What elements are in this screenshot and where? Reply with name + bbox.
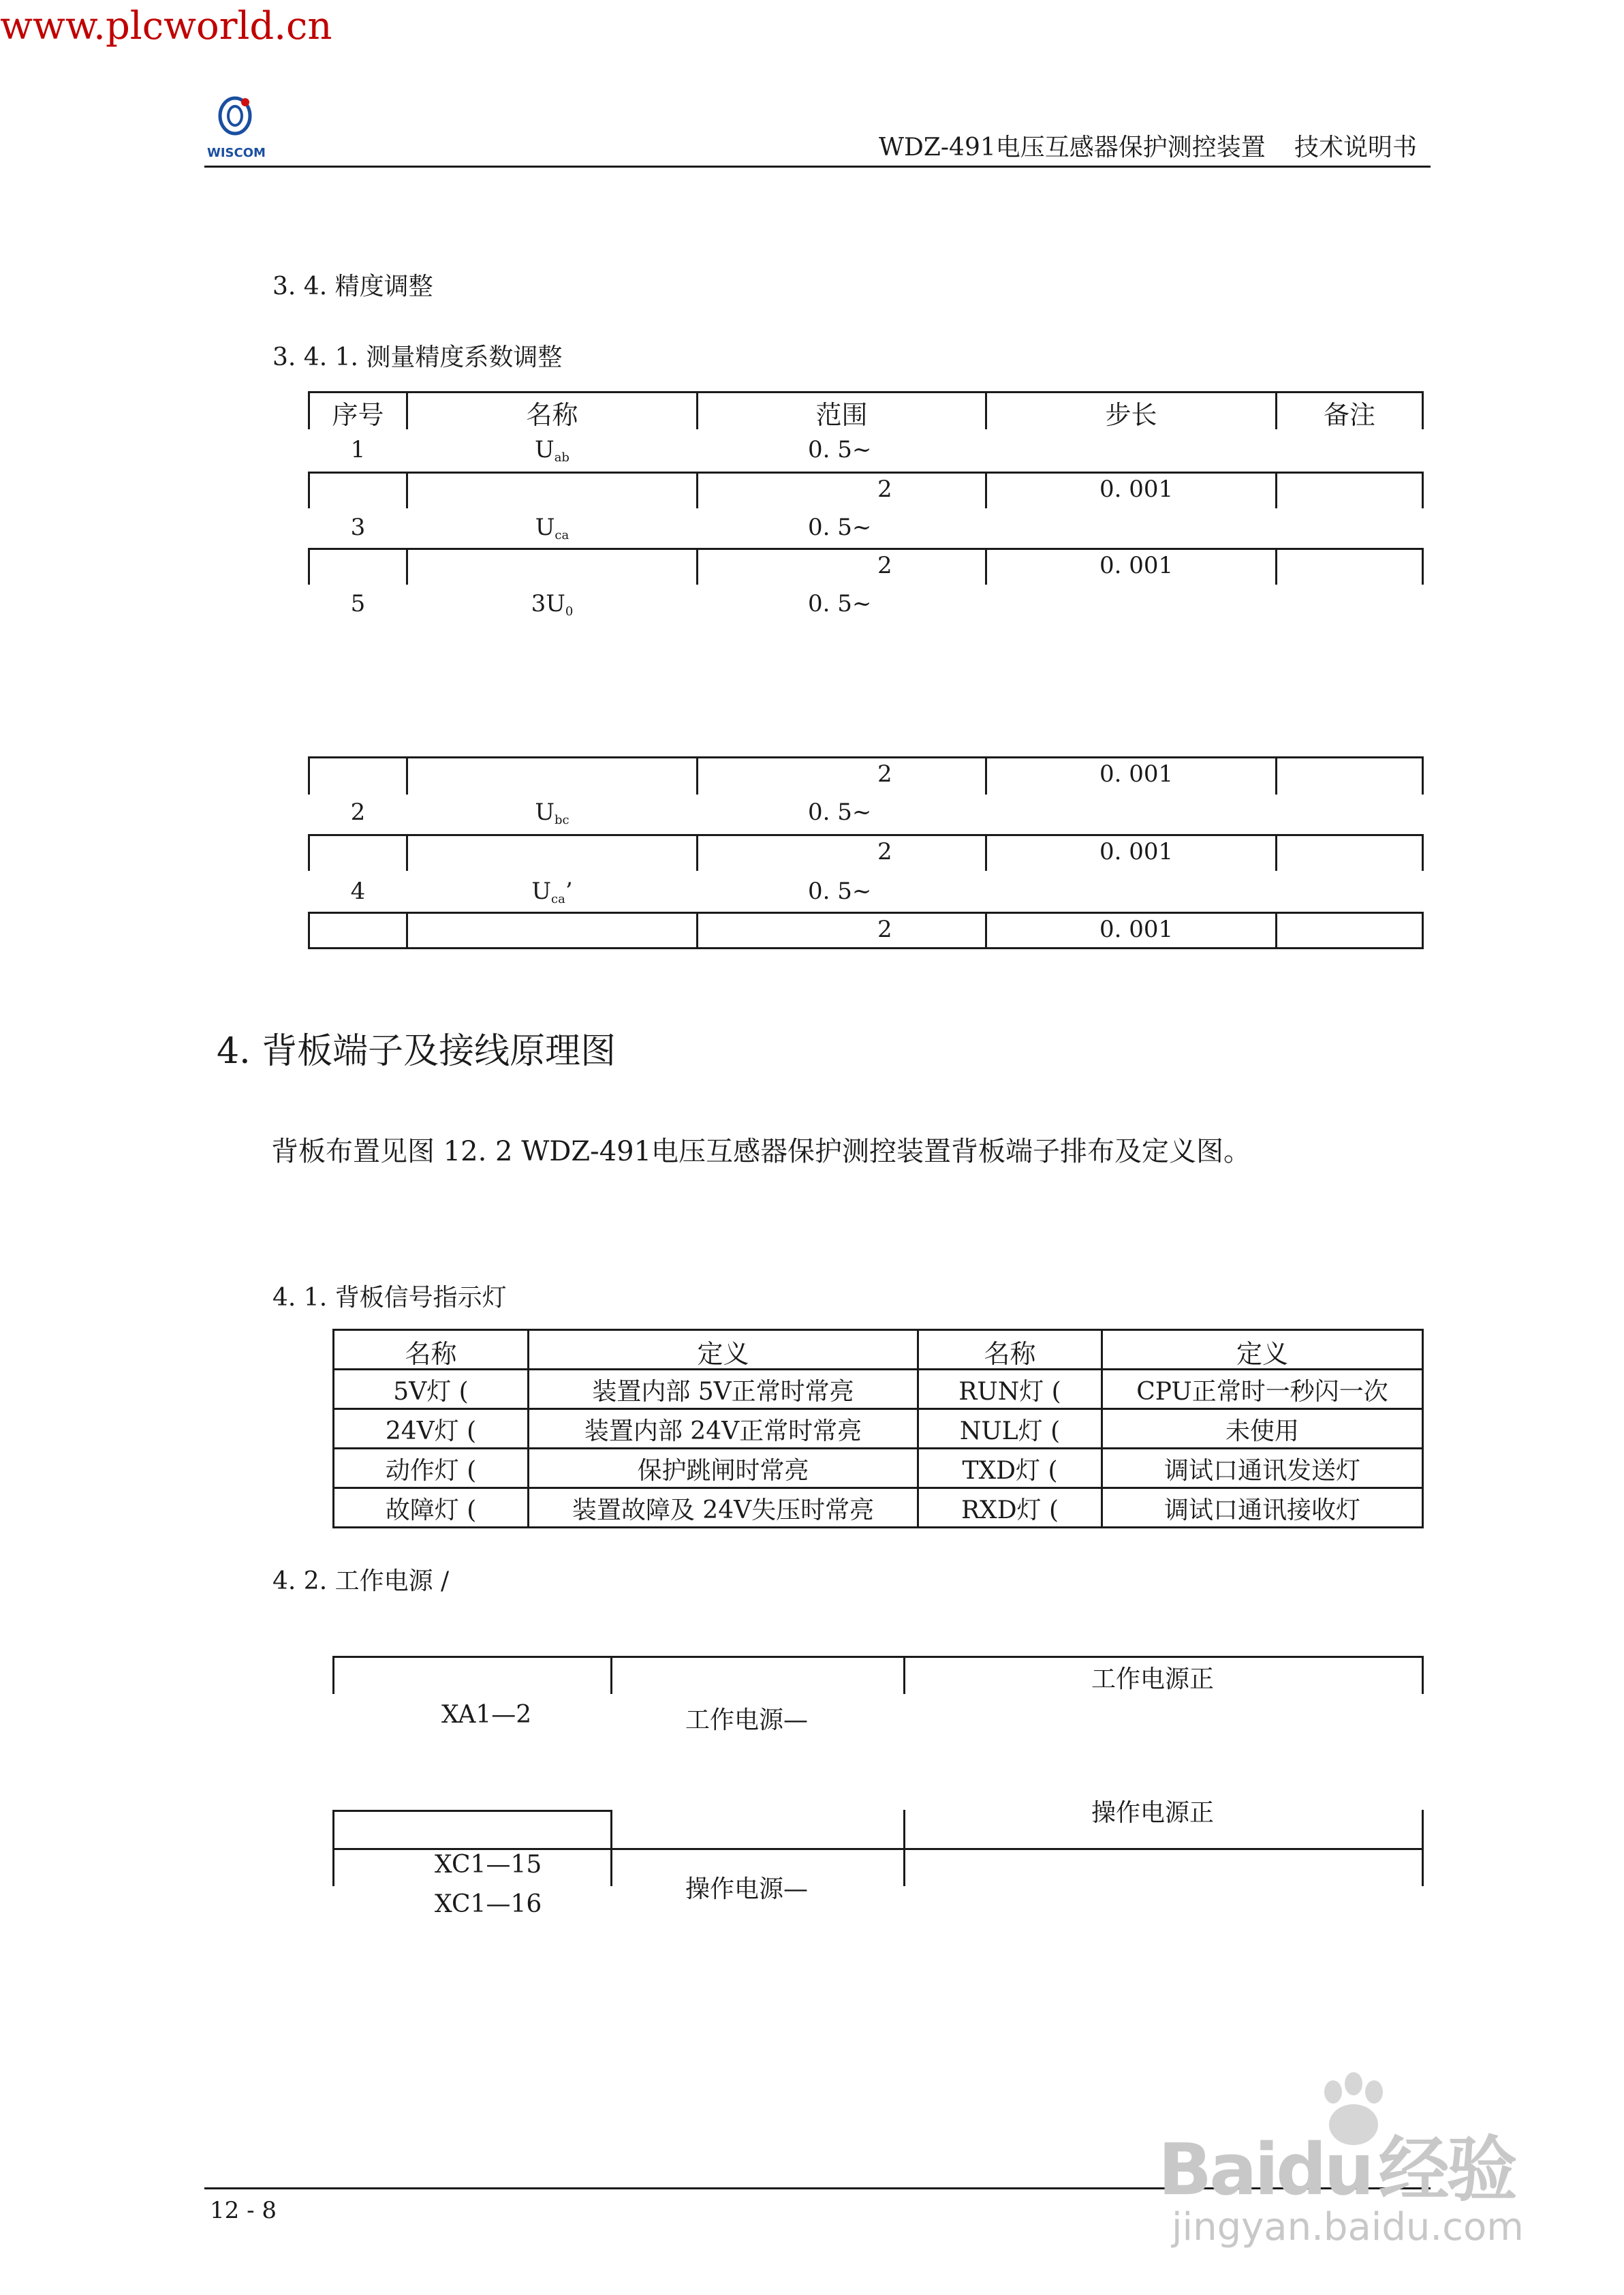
coef-row-name bbox=[408, 514, 696, 542]
coef-row-no: 3 bbox=[350, 514, 366, 541]
coef-range-b: 2 bbox=[877, 838, 892, 865]
lights-cell: 装置故障及 24V失压时常亮 bbox=[572, 1496, 875, 1524]
coef-step: 0. 001 bbox=[1099, 760, 1174, 788]
coef-table-vline bbox=[696, 834, 698, 871]
coef-row-no: 4 bbox=[350, 878, 366, 905]
coef-range-a: 0. 5~ bbox=[808, 590, 872, 617]
section-4-title: 4. 背板端子及接线原理图 bbox=[217, 1031, 616, 1072]
coef-range-a: 0. 5~ bbox=[808, 878, 872, 905]
coef-name-text: U bbox=[535, 799, 555, 826]
lights-col: 名称 bbox=[405, 1339, 457, 1369]
coef-table-vline bbox=[985, 472, 987, 508]
coef-table-vline bbox=[696, 912, 698, 949]
power-vline bbox=[1422, 1656, 1424, 1694]
coef-table-vline bbox=[1275, 756, 1277, 795]
coef-table-vline bbox=[406, 756, 408, 795]
coef-range-b: 2 bbox=[877, 916, 892, 943]
coef-table-vline bbox=[406, 548, 408, 585]
lights-cell: 未使用 bbox=[1225, 1417, 1299, 1445]
coef-name-sub: 0 bbox=[565, 604, 574, 619]
section-3-4-title: 3. 4. 精度调整 bbox=[272, 273, 433, 301]
coef-table-vline bbox=[696, 756, 698, 795]
coef-range-a: 0. 5~ bbox=[808, 799, 872, 826]
coef-row-line bbox=[308, 912, 1424, 914]
coef-step: 0. 001 bbox=[1099, 916, 1174, 943]
coef-table-vline bbox=[985, 912, 987, 949]
coef-row-name bbox=[408, 436, 696, 465]
baidu-label: 经验 bbox=[1378, 2128, 1515, 2211]
power-name: 操作电源— bbox=[685, 1875, 809, 1903]
coef-table-vline bbox=[696, 472, 698, 508]
power-hline bbox=[332, 1810, 610, 1812]
power-hline bbox=[332, 1848, 1424, 1850]
header-doc: 技术说明书 bbox=[1294, 134, 1418, 161]
coef-row-no: 5 bbox=[350, 590, 366, 617]
lights-cell: RUN灯 ( bbox=[958, 1378, 1061, 1406]
wiscom-logo-icon bbox=[204, 94, 266, 142]
coef-table-vline bbox=[406, 834, 408, 871]
power-name: 工作电源— bbox=[685, 1706, 809, 1734]
lights-col: 定义 bbox=[1236, 1339, 1288, 1369]
coef-table-vline bbox=[1275, 472, 1277, 508]
lights-col: 定义 bbox=[697, 1339, 749, 1369]
coef-col-name: 名称 bbox=[526, 400, 578, 430]
coef-name-sub: ab bbox=[554, 450, 569, 465]
lights-cell: 5V灯 ( bbox=[393, 1378, 469, 1406]
header-title: WDZ-491电压互感器保护测控装置 bbox=[879, 134, 1266, 161]
coef-row-no: 1 bbox=[350, 436, 366, 463]
coef-name-text: U bbox=[535, 436, 555, 463]
coef-table-vline bbox=[1275, 912, 1277, 949]
baidu-url[interactable]: jingyan.baidu.com bbox=[1172, 2205, 1524, 2249]
power-terminal: XC1—15 bbox=[435, 1851, 542, 1879]
coef-row-name bbox=[408, 590, 696, 619]
lights-vline bbox=[1422, 1329, 1424, 1528]
coef-range-a: 0. 5~ bbox=[808, 514, 872, 541]
section-4-intro: 背板布置见图 12. 2 WDZ-491电压互感器保护测控装置背板端子排布及定义图。 bbox=[271, 1136, 1251, 1167]
coef-step: 0. 001 bbox=[1099, 476, 1174, 503]
coef-table-vline bbox=[1275, 548, 1277, 585]
coef-range-b: 2 bbox=[877, 552, 892, 579]
lights-cell: 调试口通讯接收灯 bbox=[1164, 1496, 1360, 1524]
lights-cell: 动作灯 ( bbox=[385, 1457, 477, 1485]
lights-hline bbox=[332, 1329, 1424, 1331]
lights-hline bbox=[332, 1447, 1424, 1449]
lights-cell: 装置内部 5V正常时常亮 bbox=[592, 1378, 854, 1406]
logo-text: WISCOM bbox=[207, 146, 266, 160]
section-3-4-1-title: 3. 4. 1. 测量精度系数调整 bbox=[272, 343, 563, 371]
coef-range-b: 2 bbox=[877, 476, 892, 503]
power-terminal: XA1—2 bbox=[441, 1701, 532, 1729]
coef-name-suffix: ’ bbox=[565, 878, 573, 905]
power-note: 操作电源正 bbox=[1091, 1799, 1215, 1827]
coef-table-bottom bbox=[308, 947, 1424, 949]
header-rule bbox=[204, 166, 1431, 168]
coef-table-vline bbox=[406, 472, 408, 508]
power-hline bbox=[332, 1656, 1424, 1658]
coef-table-vline bbox=[1422, 472, 1424, 508]
coef-name-text: U bbox=[535, 514, 555, 541]
coef-table-vline bbox=[1422, 548, 1424, 585]
power-terminal: XC1—16 bbox=[435, 1890, 542, 1918]
coef-table-vline bbox=[985, 834, 987, 871]
coef-table-vline bbox=[308, 834, 310, 871]
page-number: 12 - 8 bbox=[210, 2197, 277, 2224]
baidu-brand: Bai bbox=[1158, 2128, 1277, 2211]
power-title: 4. 2. 工作电源 / bbox=[272, 1567, 450, 1595]
coef-table-vline bbox=[1422, 391, 1424, 429]
coef-step: 0. 001 bbox=[1099, 552, 1174, 579]
coef-row-line bbox=[308, 756, 1424, 758]
coef-table-vline bbox=[308, 756, 310, 795]
power-note: 工作电源正 bbox=[1091, 1665, 1215, 1693]
coef-col-note: 备注 bbox=[1323, 400, 1375, 430]
lights-cell: 装置内部 24V正常时常亮 bbox=[584, 1417, 862, 1445]
lights-cell: 保护跳闸时常亮 bbox=[637, 1457, 809, 1485]
coef-range-a: 0. 5~ bbox=[808, 436, 872, 463]
lights-cell: TXD灯 ( bbox=[962, 1457, 1058, 1485]
lights-title: 4. 1. 背板信号指示灯 bbox=[272, 1284, 507, 1312]
coef-name-sub: ca bbox=[555, 528, 569, 542]
coef-table-vline bbox=[308, 912, 310, 949]
coef-row-line bbox=[308, 472, 1424, 474]
power-vline bbox=[332, 1656, 334, 1694]
coef-table-vline bbox=[696, 548, 698, 585]
coef-table-vline bbox=[1422, 912, 1424, 949]
lights-cell: 调试口通讯发送灯 bbox=[1164, 1457, 1360, 1485]
coef-name-sub: bc bbox=[555, 813, 569, 827]
coef-table-vline bbox=[308, 472, 310, 508]
coef-name-sub: ca bbox=[551, 892, 565, 906]
coef-table-vline bbox=[1422, 756, 1424, 795]
lights-col: 名称 bbox=[984, 1339, 1036, 1369]
coef-row-line bbox=[308, 834, 1424, 836]
coef-table-vline bbox=[406, 912, 408, 949]
coef-step: 0. 001 bbox=[1099, 838, 1174, 865]
coef-name-text: 3U bbox=[531, 590, 565, 617]
lights-cell: RXD灯 ( bbox=[961, 1496, 1059, 1524]
lights-cell: CPU正常时一秒闪一次 bbox=[1136, 1378, 1388, 1406]
coef-table-vline bbox=[985, 756, 987, 795]
logo bbox=[204, 94, 266, 162]
site-url[interactable]: www.plcworld.cn bbox=[0, 4, 332, 48]
lights-cell: 24V灯 ( bbox=[385, 1417, 477, 1445]
lights-hline bbox=[332, 1526, 1424, 1528]
lights-cell: 故障灯 ( bbox=[385, 1496, 477, 1524]
coef-range-b: 2 bbox=[877, 760, 892, 788]
coef-table-top bbox=[308, 391, 1424, 393]
baidu-brand-2: du bbox=[1276, 2128, 1372, 2211]
coef-table-vline bbox=[1422, 834, 1424, 871]
lights-cell: NUL灯 ( bbox=[959, 1417, 1061, 1445]
coef-col-range: 范围 bbox=[815, 400, 868, 430]
coef-row-name bbox=[408, 799, 696, 827]
coef-name-text: U bbox=[531, 878, 552, 905]
power-vline bbox=[610, 1656, 612, 1694]
coef-col-no: 序号 bbox=[332, 400, 384, 430]
coef-table-vline bbox=[308, 548, 310, 585]
lights-hline bbox=[332, 1487, 1424, 1489]
coef-row-no: 2 bbox=[350, 799, 366, 826]
coef-row-line bbox=[308, 548, 1424, 550]
power-vline bbox=[903, 1656, 905, 1694]
coef-row-name bbox=[408, 878, 696, 906]
coef-table-vline bbox=[1275, 834, 1277, 871]
coef-col-step: 步长 bbox=[1105, 400, 1157, 430]
lights-hline bbox=[332, 1408, 1424, 1410]
coef-table-vline bbox=[985, 548, 987, 585]
